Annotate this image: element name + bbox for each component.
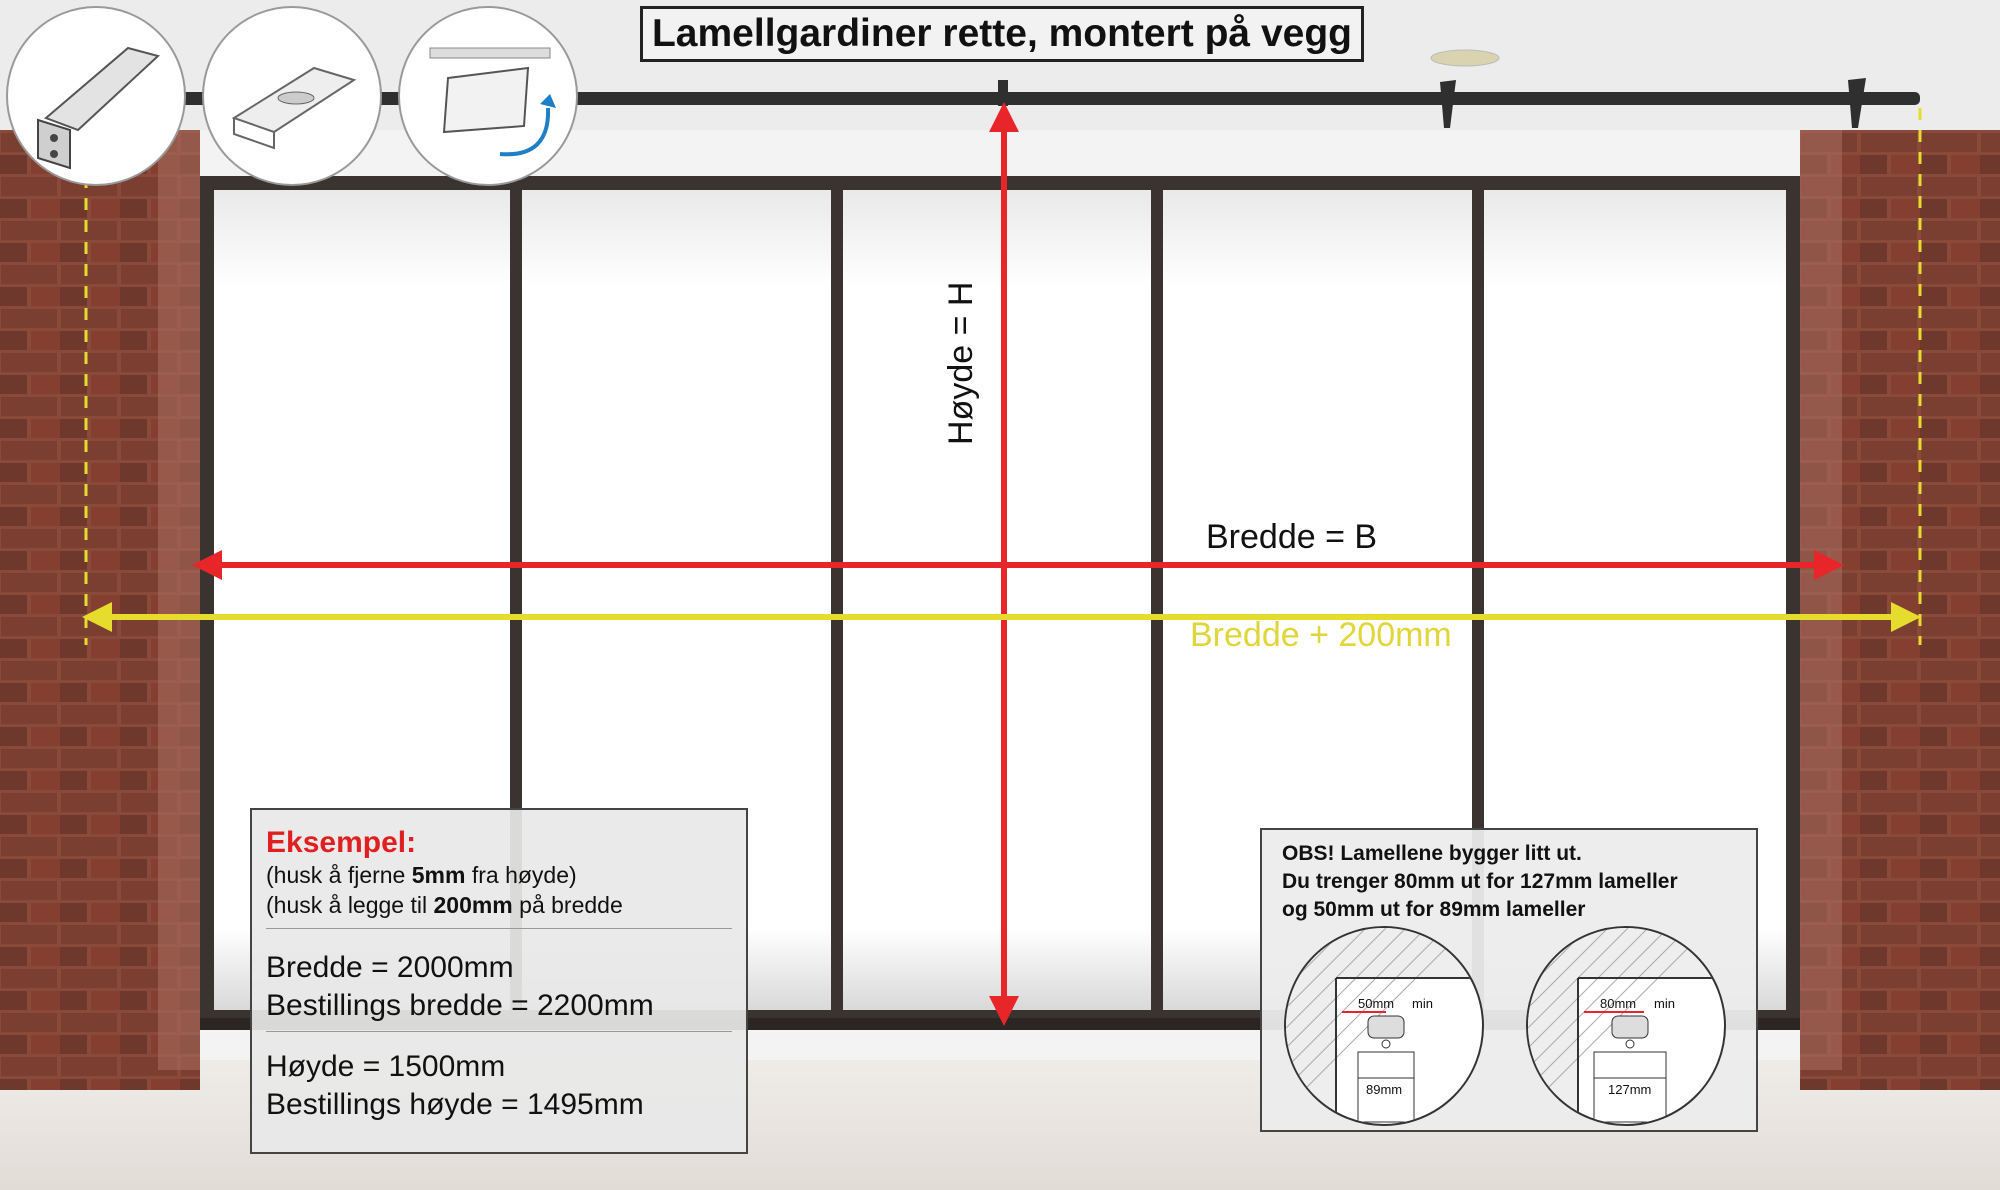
- width-label: Bredde = B: [1206, 518, 1378, 556]
- obs-line-3: og 50mm ut for 89mm lameller: [1282, 898, 1586, 921]
- obs-line-2: Du trenger 80mm ut for 127mm lameller: [1282, 870, 1678, 893]
- window-divider-3: [1151, 190, 1163, 1010]
- detail-89-offset: 50mm: [1358, 996, 1395, 1011]
- example-order-width: Bestillings bredde = 2200mm: [266, 989, 654, 1022]
- page-title: Lamellgardiner rette, montert på vegg: [640, 6, 1364, 62]
- example-divider: [266, 928, 732, 929]
- right-wall-reveal: [1800, 130, 1842, 1070]
- detail-89mm: [1284, 926, 1484, 1126]
- wall-bracket-icon: [8, 8, 184, 184]
- detail-127-slat: 127mm: [1608, 1082, 1652, 1097]
- example-box: [250, 808, 748, 1154]
- obs-box: [1260, 828, 1758, 1132]
- detail-127mm: [1526, 926, 1726, 1126]
- example-height: Høyde = 1500mm: [266, 1050, 506, 1083]
- height-label: Høyde = H: [942, 281, 980, 445]
- left-wall-reveal: [158, 130, 200, 1070]
- rotate-clip-icon: [400, 8, 576, 184]
- example-order-height: Bestillings høyde = 1495mm: [266, 1088, 644, 1121]
- example-divider-2: [266, 1031, 732, 1032]
- example-width: Bredde = 2000mm: [266, 951, 514, 984]
- ceiling-light: [1431, 50, 1499, 66]
- width-plus-label: Bredde + 200mm: [1190, 616, 1452, 654]
- detail-89-slat: 89mm: [1366, 1082, 1403, 1097]
- bracket-thumbnail-2: [202, 6, 382, 186]
- obs-line-1: OBS! Lamellene bygger litt ut.: [1282, 842, 1582, 865]
- detail-127-offset: 80mm: [1600, 996, 1637, 1011]
- example-note-height: (husk å fjerne 5mm fra høyde): [266, 862, 577, 888]
- bracket-thumbnail-1: [6, 6, 186, 186]
- example-note-width: (husk å legge til 200mm på bredde: [266, 892, 623, 918]
- clip-bracket-icon: [204, 8, 380, 184]
- bracket-thumbnail-3: [398, 6, 578, 186]
- detail-127-min: min: [1654, 996, 1675, 1011]
- window-divider-2: [831, 190, 843, 1010]
- rail-bracket-1: [998, 80, 1008, 106]
- detail-89-min: min: [1412, 996, 1433, 1011]
- example-heading: Eksempel:: [266, 826, 417, 859]
